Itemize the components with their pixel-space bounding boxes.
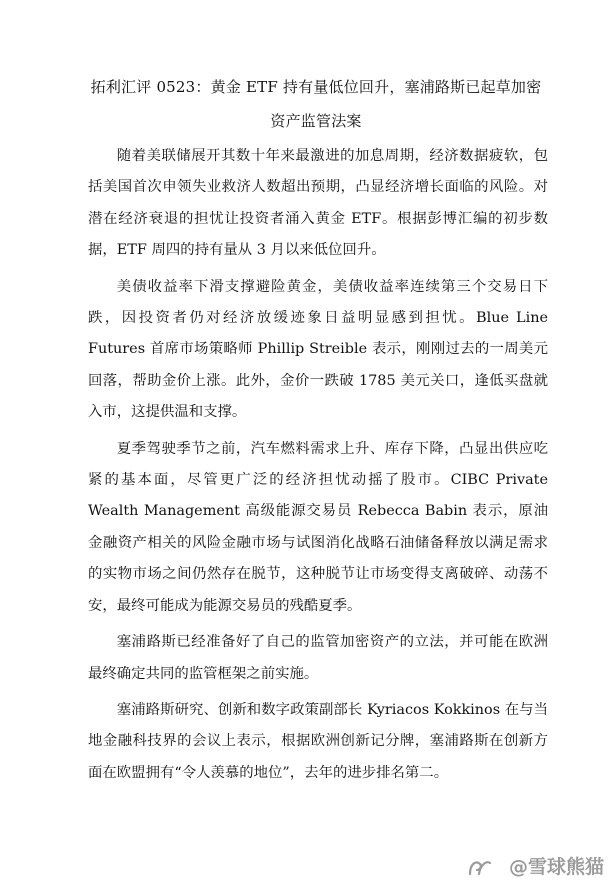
snowball-logo-icon bbox=[466, 854, 506, 878]
paragraph-2: 美债收益率下滑支撑避险黄金，美债收益率连续第三个交易日下跌，因投资者仍对经济放缓迹象日益明显感到担忧。Blue Line Futures 首席市场策略师 Phillip Streible 表示，刚刚过去的一周美元回落，帮助金价上涨。此外，金价一跌破 1785 美元关口，逢低买盘就入市，这提供温和支撑。 bbox=[88, 278, 548, 421]
paragraph-5: 塞浦路斯研究、创新和数字政策副部长 Kyriacos Kokkinos 在与当地金融科技界的会议上表示，根据欧洲创新记分牌，塞浦路斯在创新方面在欧盟拥有“令人羡慕的地位”，去年的进步排名第二。 bbox=[88, 701, 548, 781]
article-title: 拓利汇评 0523：黄金 ETF 持有量低位回升，塞浦路斯已起草加密资产监管法案 bbox=[90, 78, 542, 130]
article-body bbox=[88, 141, 548, 794]
paragraph-1: 随着美联储展开其数十年来最激进的加息周期，经济数据疲软，包括美国首次申领失业救济人数超出预期，凸显经济增长面临的风险。对潜在经济衰退的担忧让投资者涌入黄金 ETF。根据彭博汇编的初步数据，ETF 周四的持有量从 3 月以来低位回升。 bbox=[88, 148, 548, 259]
watermark-text: @雪球熊猫 bbox=[508, 856, 604, 878]
paragraph-3: 夏季驾驶季节之前，汽车燃料需求上升、库存下降，凸显出供应吃紧的基本面，尽管更广泛的经济担忧动摇了股市。CIBC Private Wealth Management 高级能源交易员 Rebecca Babin 表示，原油金融资产相关的风险金融市场与试图消化战略石油储备释放以满足需求的实物市场之间仍然存在脱节，这种脱节让市场变得支离破碎、动荡不安，最终可能成为能源交易员的残酷夏季。 bbox=[88, 440, 548, 614]
watermark bbox=[466, 852, 604, 879]
paragraph-4: 塞浦路斯已经准备好了自己的监管加密资产的立法，并可能在欧洲最终确定共同的监管框架之前实施。 bbox=[88, 634, 548, 682]
